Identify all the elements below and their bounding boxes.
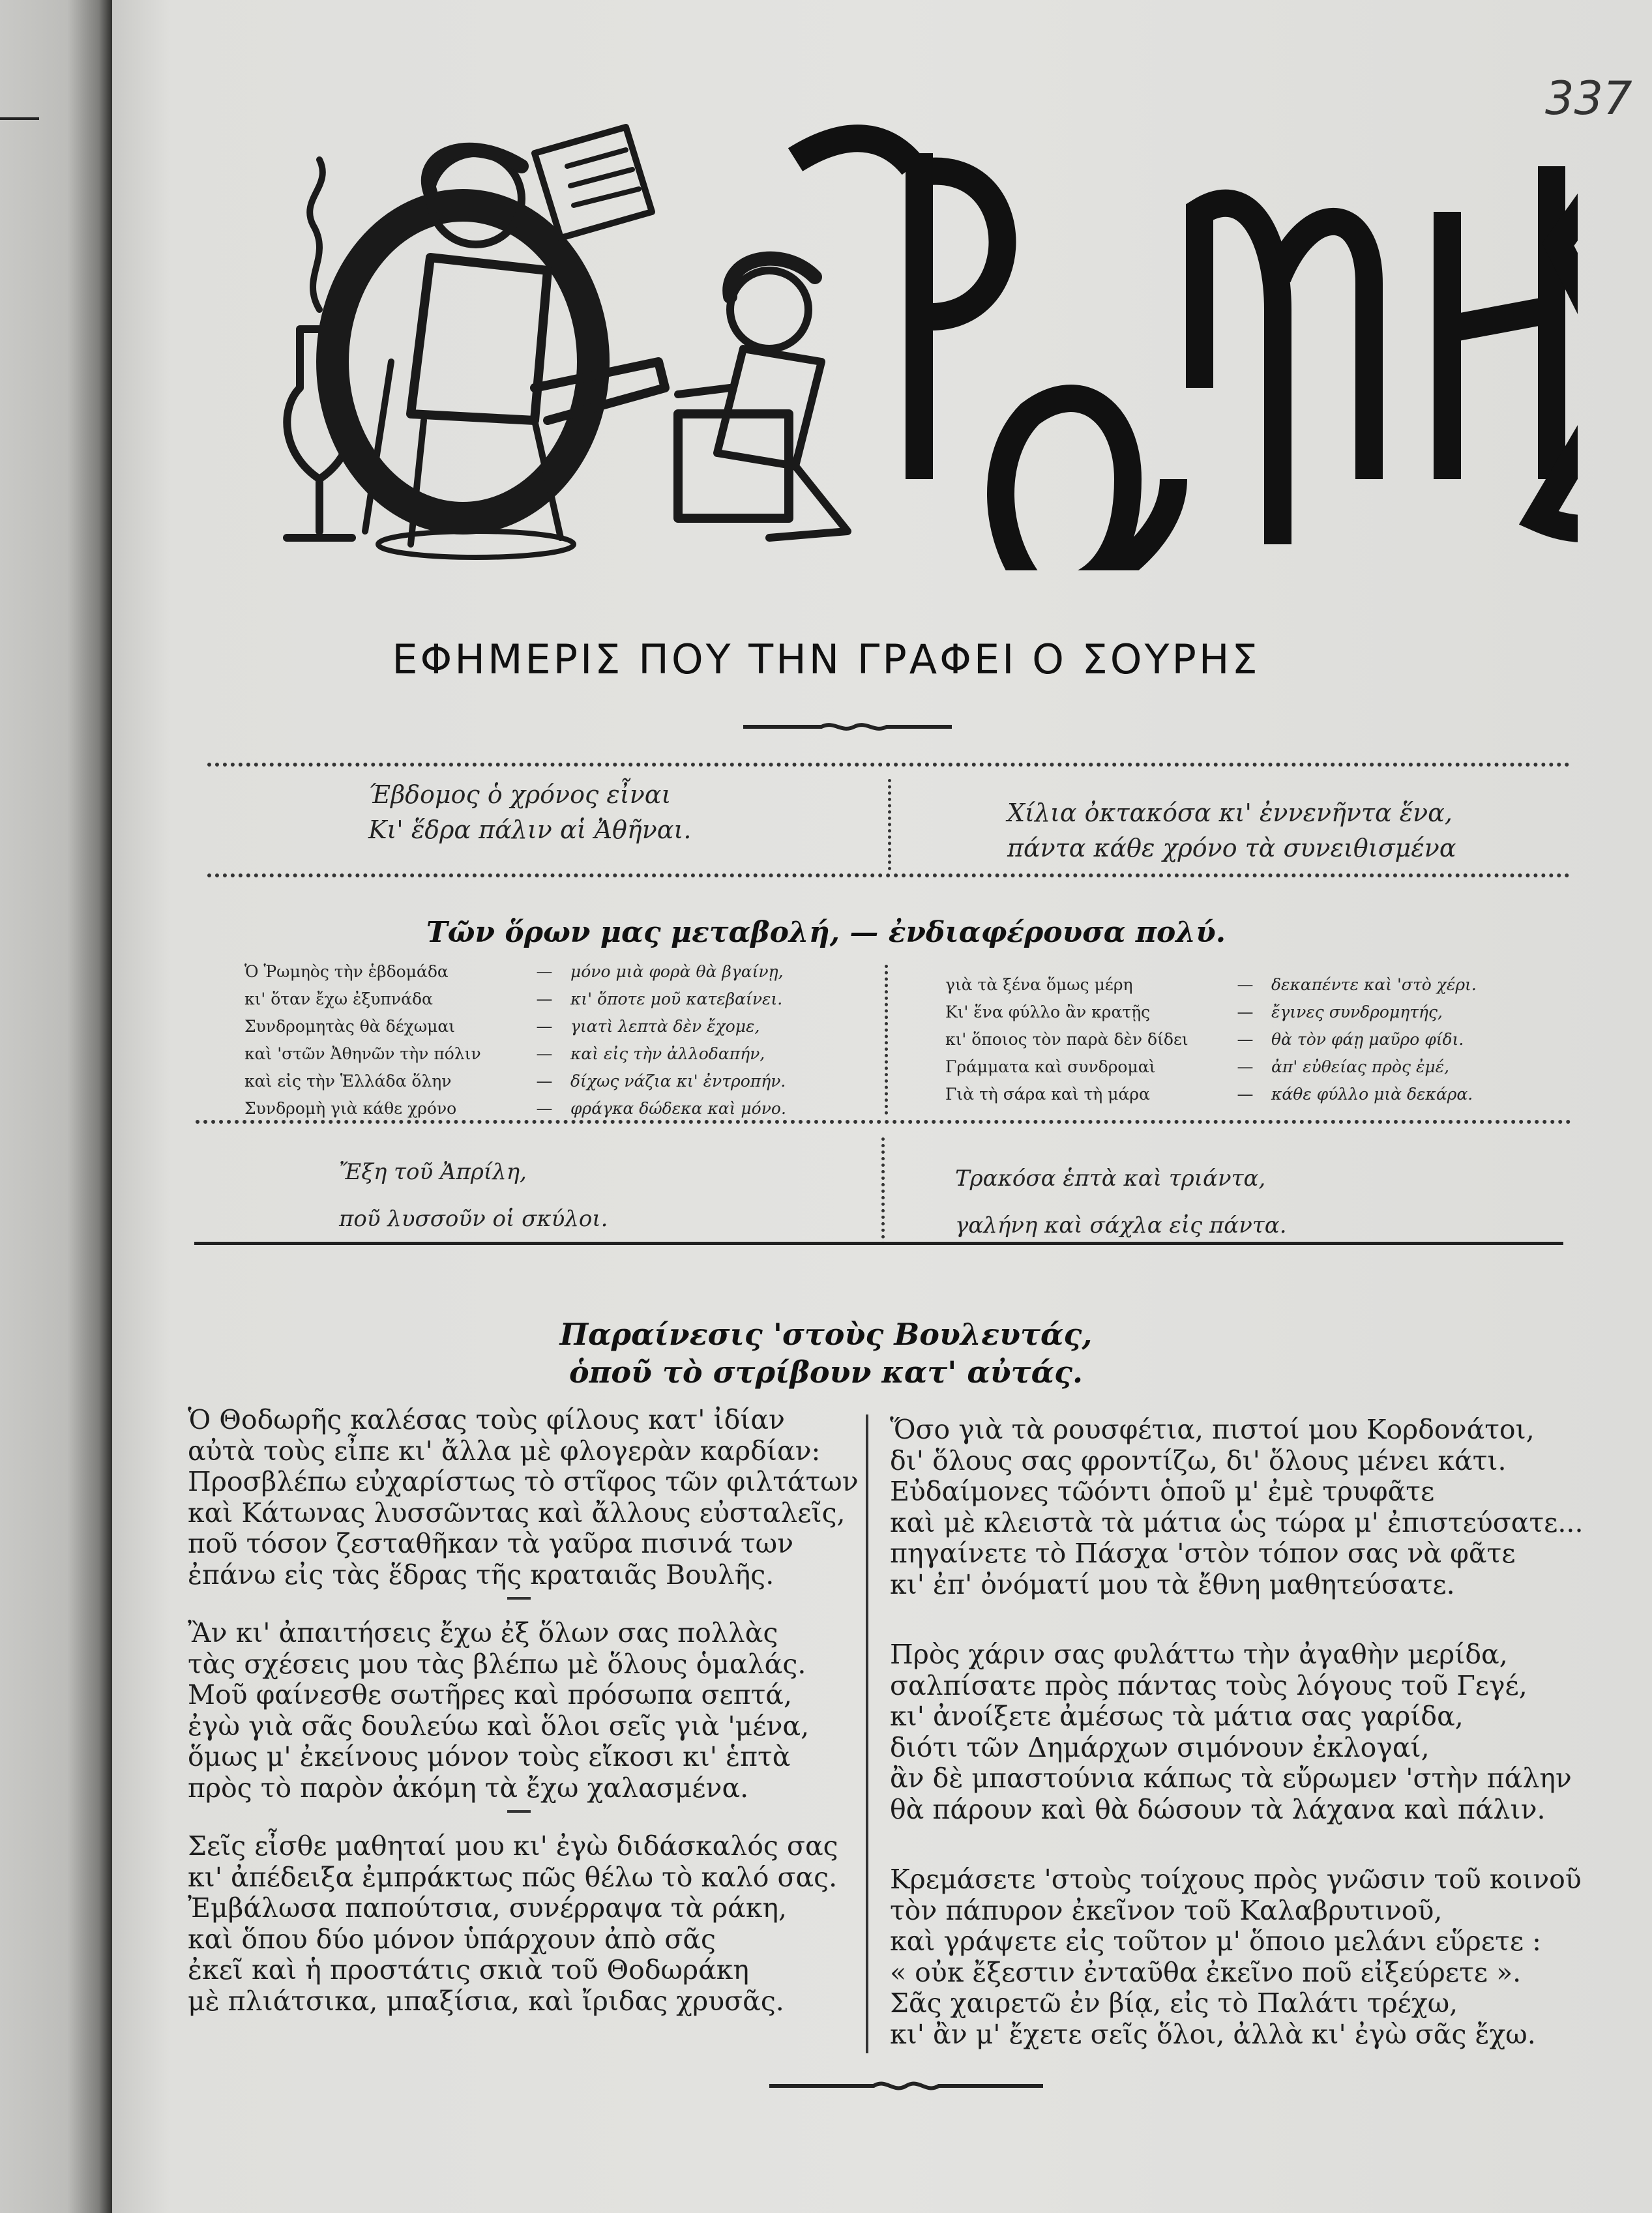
- terms-cell: Ὁ Ῥωμηὸς τὴν ἑβδομάδα: [244, 962, 449, 981]
- terms-cell: μόνο μιὰ φορὰ θὰ βγαίνῃ,: [570, 962, 784, 981]
- binding-mark: [0, 117, 39, 120]
- poem-line: ἐπάνω εἰς τὰς ἕδρας τῆς κραταιᾶς Βουλῆς.: [188, 1559, 774, 1590]
- terms-row: [244, 958, 818, 986]
- box-right-verse: [1007, 795, 1456, 866]
- stanza: [188, 1831, 859, 2017]
- dotted-rule: [196, 1120, 1571, 1124]
- article-title-line-1: Παραίνεσις 'στοὺς Βουλευτάς,: [559, 1317, 1093, 1352]
- terms-cell: καὶ εἰς τὴν Ἑλλάδα ὅλην: [244, 1072, 452, 1091]
- terms-cell: Γράμματα καὶ συνδρομαὶ: [945, 1057, 1156, 1076]
- terms-cell: κι' ὅποτε μοῦ κατεβαίνει.: [570, 989, 783, 1008]
- terms-dash: —: [1237, 1030, 1254, 1049]
- poem-line: ἂν δὲ μπαστούνια κάπως τὰ εὔρωμεν 'στὴν πάλην: [890, 1763, 1572, 1794]
- terms-dash: —: [1237, 1003, 1254, 1021]
- poem-line: Ὅσο γιὰ τὰ ρουσφέτια, πιστοί μου Κορδονάτοι,: [890, 1414, 1535, 1445]
- poem-line: κι' ἐπ' ὀνόματί μου τὰ ἔθνη μαθητεύσατε.: [890, 1568, 1455, 1600]
- poem-line: κι' ἀνοίξετε ἀμέσως τὰ μάτια σας γαρίδα,: [890, 1701, 1464, 1732]
- poem-line: σαλπίσατε πρὸς πάντας τοὺς λόγους τοῦ Γεγέ,: [890, 1669, 1527, 1701]
- boy-body: [717, 349, 821, 466]
- poem-line: « οὐκ ἔξεστιν ἐνταῦθα ἐκεῖνο ποῦ εἰξεύρετε ».: [890, 1956, 1522, 1988]
- box-left-line-2: Κι' ἕδρα πάλιν αἱ Ἀθῆναι.: [368, 815, 692, 844]
- boy-head: [730, 271, 808, 349]
- box-left-verse: [368, 777, 691, 847]
- date-left-line-1: Ἔξη τοῦ Ἀπρίλη,: [339, 1159, 527, 1185]
- terms-dash: —: [536, 1072, 553, 1091]
- poem-line: Πρὸς χάριν σας φυλάττω τὴν ἀγαθὴν μερίδα,: [890, 1639, 1508, 1670]
- terms-cell: Γιὰ τὴ σάρα καὶ τὴ μάρα: [945, 1085, 1150, 1104]
- flourish-ornament: [743, 714, 952, 740]
- terms-cell: γιὰ τὰ ξένα ὅμως μέρη: [945, 975, 1133, 994]
- poem-line: πρὸς τὸ παρὸν ἀκόμη τὰ ἔχω χαλασμένα.: [188, 1772, 749, 1804]
- poem-line: κι' ἀπέδειξα ἐμπράκτως πῶς θέλω τὸ καλό σας.: [188, 1861, 838, 1893]
- box-left-line-1: Έβδομος ὁ χρόνος εἶναι: [368, 780, 671, 809]
- terms-dash: —: [536, 962, 553, 981]
- poem-line: Εὐδαίμονες τῶόντι ὁποῦ μ' ἐμὲ τρυφᾶτε: [890, 1476, 1435, 1507]
- stanza: [188, 1618, 859, 1804]
- poem-line: ὅμως μ' ἐκείνους μόνον τοὺς εἴκοσι κι' ἑπτὰ: [188, 1741, 791, 1772]
- poem-line: κι' ἂν μ' ἔχετε σεῖς ὅλοι, ἀλλὰ κι' ἐγὼ σᾶς ἔχω.: [890, 2018, 1536, 2050]
- smoke-icon: [310, 160, 323, 310]
- terms-row: [945, 1053, 1519, 1081]
- terms-heading: Τῶν ὅρων μας μεταβολή, — ἐνδιαφέρουσα πολύ.: [426, 916, 1226, 949]
- poem-line: Ἐμβάλωσα παπούτσια, συνέρραψα τὰ ράκη,: [188, 1892, 788, 1924]
- terms-cell: δεκαπέντε καὶ 'στὸ χέρι.: [1271, 975, 1477, 994]
- terms-cell: καὶ 'στῶν Ἀθηνῶν τὴν πόλιν: [244, 1044, 481, 1063]
- terms-cell: ἔγινες συνδρομητής,: [1271, 1003, 1443, 1021]
- poem-line: δι' ὅλους σας φροντίζω, δι' ὅλους μένει κάτι.: [890, 1444, 1507, 1476]
- terms-cell: ἀπ' εὐθείας πρὸς ἐμέ,: [1271, 1057, 1449, 1076]
- horizontal-rule: [194, 1242, 1563, 1245]
- masthead-logo: [261, 114, 1578, 570]
- article-title: [0, 1315, 1652, 1391]
- terms-dash: —: [536, 989, 553, 1008]
- poem-line: πηγαίνετε τὸ Πάσχα 'στὸν τόπον σας νὰ φᾶτε: [890, 1538, 1516, 1569]
- date-right-line-1: Τρακόσα ἑπτὰ καὶ τριάντα,: [955, 1165, 1266, 1192]
- terms-cell: Συνδρομητὰς θὰ δέχωμαι: [244, 1017, 456, 1036]
- poem-left-column: [188, 1405, 859, 2017]
- poem-line: τὰς σχέσεις μου τὰς βλέπω μὲ ὅλους ὁμαλάς.: [188, 1648, 806, 1680]
- terms-row: [244, 986, 818, 1013]
- stanza: [890, 1864, 1584, 2050]
- closing-flourish-ornament: [769, 2073, 1043, 2099]
- poem-line: Ὁ Θοδωρῆς καλέσας τοὺς φίλους κατ' ἰδίαν: [188, 1404, 785, 1435]
- stanza-separator: [188, 1804, 859, 1831]
- stanza-separator: [890, 1825, 1584, 1864]
- terms-row: [945, 1026, 1519, 1053]
- title-letters: [795, 138, 1578, 570]
- terms-cell: γιατὶ λεπτὰ δὲν ἔχομε,: [570, 1017, 760, 1036]
- terms-dash: —: [1237, 975, 1254, 994]
- date-right-line-2: γαλήνη καὶ σάχλα εἰς πάντα.: [955, 1212, 1287, 1238]
- terms-row: [244, 1068, 818, 1095]
- terms-row: [945, 1081, 1519, 1108]
- article-title-line-2: ὁποῦ τὸ στρίβουν κατ' αὐτάς.: [568, 1355, 1084, 1390]
- poem-line: μὲ πλιάτσικα, μπαξίσια, καὶ ἴριδας χρυσᾶς.: [188, 1985, 784, 2017]
- dotted-rule: [207, 763, 1570, 767]
- terms-dash: —: [1237, 1085, 1254, 1104]
- terms-row: [244, 1013, 818, 1040]
- man-body: [411, 257, 548, 420]
- terms-row: [244, 1095, 818, 1122]
- date-left-verse: [339, 1149, 608, 1242]
- page-number: 337: [1545, 72, 1632, 125]
- stanza-separator: [188, 1590, 859, 1618]
- terms-right-table: [945, 971, 1519, 1108]
- vertical-dotted-divider: [885, 965, 888, 1115]
- terms-dash: —: [536, 1099, 553, 1118]
- poem-line: Σεῖς εἶσθε μαθηταί μου κι' ἐγὼ διδάσκαλός σας: [188, 1830, 838, 1862]
- terms-left-table: [244, 958, 818, 1122]
- box-right-line-1: Χίλια ὀκτακόσα κι' ἐννενῆντα ἕνα,: [1007, 799, 1453, 827]
- terms-cell: θὰ τὸν φάῃ μαῦρο φίδι.: [1271, 1030, 1464, 1049]
- poem-line: τὸν πάπυρον ἐκεῖνον τοῦ Καλαβρυτινοῦ,: [890, 1894, 1443, 1926]
- poem-line: καὶ Κάτωνας λυσσῶντας καὶ ἄλλους εὐσταλεῖς,: [188, 1497, 846, 1529]
- poem-right-column: [890, 1414, 1584, 2050]
- stanza: [890, 1639, 1584, 1825]
- dotted-rule: [207, 873, 1570, 877]
- stanza-separator: [890, 1600, 1584, 1639]
- poem-line: καὶ μὲ κλειστὰ τὰ μάτια ὡς τώρα μ' ἐπιστεύσατε...: [890, 1506, 1584, 1538]
- date-left-line-2: ποῦ λυσσοῦν οἱ σκύλοι.: [339, 1206, 608, 1232]
- terms-dash: —: [536, 1017, 553, 1036]
- poem-line: Ἂν κι' ἀπαιτήσεις ἔχω ἐξ ὅλων σας πολλὰς: [188, 1617, 778, 1649]
- poem-line: θὰ πάρουν καὶ θὰ δώσουν τὰ λάχανα καὶ πάλιν.: [890, 1793, 1546, 1825]
- poem-line: ἐγὼ γιὰ σᾶς δουλεύω καὶ ὅλοι σεῖς γιὰ 'μένα,: [188, 1710, 810, 1742]
- newspaper-icon: [535, 127, 652, 238]
- book-binding-edge: [0, 0, 112, 2213]
- stanza: [188, 1405, 859, 1590]
- stanza: [890, 1414, 1584, 1600]
- terms-row: [244, 1040, 818, 1068]
- masthead-illustration: [261, 114, 1578, 570]
- terms-cell: δίχως νάζια κι' ἐντροπήν.: [570, 1072, 786, 1091]
- vertical-dotted-divider: [888, 779, 891, 870]
- poem-line: αὐτὰ τοὺς εἶπε κι' ἄλλα μὲ φλογερὰν καρδίαν:: [188, 1435, 821, 1467]
- terms-dash: —: [1237, 1057, 1254, 1076]
- terms-dash: —: [536, 1044, 553, 1063]
- terms-row: [945, 971, 1519, 999]
- terms-cell: καὶ εἰς τὴν ἀλλοδαπήν,: [570, 1044, 765, 1063]
- poem-line: ἐκεῖ καὶ ἡ προστάτις σκιὰ τοῦ Θοδωράκη: [188, 1954, 749, 1986]
- poem-line: Μοῦ φαίνεσθε σωτῆρες καὶ πρόσωπα σεπτά,: [188, 1679, 793, 1710]
- poem-line: καὶ γράψετε εἰς τοῦτον μ' ὅποιο μελάνι εὕρετε :: [890, 1926, 1541, 1957]
- box-right-line-2: πάντα κάθε χρόνο τὰ συνειθισμένα: [1007, 834, 1456, 862]
- terms-cell: κάθε φύλλο μιὰ δεκάρα.: [1271, 1085, 1473, 1104]
- poem-line: Προσβλέπω εὐχαρίστως τὸ στῖφος τῶν φιλτάτων: [188, 1466, 859, 1497]
- poem-line: καὶ ὅπου δύο μόνον ὑπάρχουν ἀπὸ σᾶς: [188, 1923, 716, 1955]
- date-right-verse: [955, 1155, 1287, 1249]
- poem-line: διότι τῶν Δημάρχων σιμόνουν ἐκλογαί,: [890, 1731, 1430, 1763]
- poem-line: Κρεμάσετε 'στοὺς τοίχους πρὸς γνῶσιν τοῦ κοινοῦ: [890, 1864, 1582, 1895]
- terms-cell: κι' ὅταν ἔχω ἐξυπνάδα: [244, 989, 433, 1008]
- column-rule: [866, 1414, 868, 2053]
- poem-line: ποῦ τόσον ζεσταθῆκαν τὰ γαῦρα πισινά των: [188, 1528, 794, 1559]
- poem-line: Σᾶς χαιρετῶ ἐν βίᾳ, εἰς τὸ Παλάτι τρέχω,: [890, 1987, 1458, 2019]
- terms-cell: Κι' ἕνα φύλλο ἂν κρατῇς: [945, 1003, 1151, 1021]
- terms-cell: κι' ὅποιος τὸν παρὰ δὲν δίδει: [945, 1030, 1188, 1049]
- terms-row: [945, 999, 1519, 1026]
- vertical-dotted-divider: [881, 1137, 885, 1245]
- masthead-subtitle: ΕΦΗΜΕΡΙΣ ΠΟΥ ΤΗΝ ΓΡΑΦΕΙ Ο ΣΟΥΡΗΣ: [392, 636, 1260, 683]
- terms-cell: φράγκα δώδεκα καὶ μόνο.: [570, 1099, 786, 1118]
- terms-cell: Συνδρομὴ γιὰ κάθε χρόνο: [244, 1099, 457, 1118]
